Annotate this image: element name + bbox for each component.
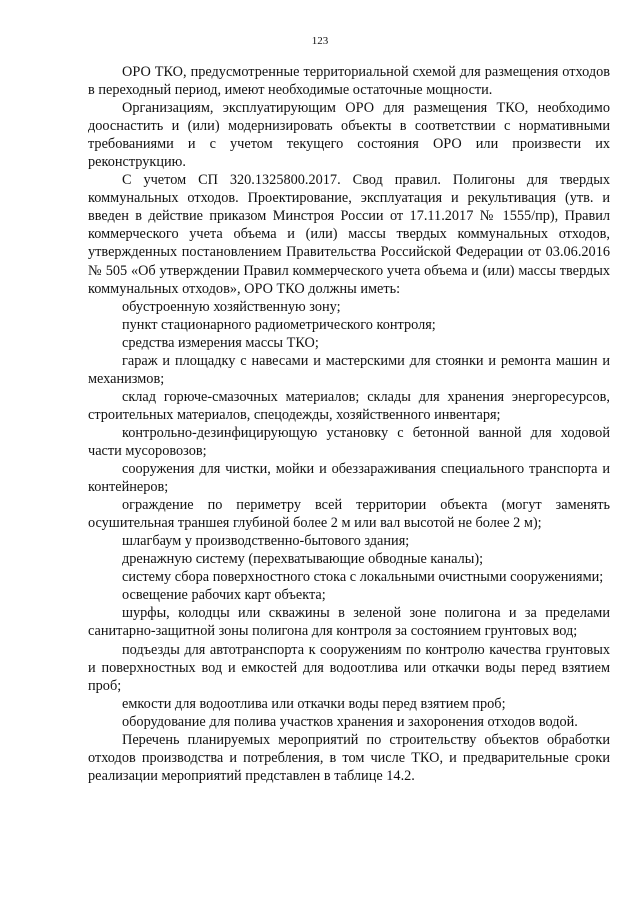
- list-item: освещение рабочих карт объекта;: [122, 587, 326, 604]
- paragraph: С учетом СП 320.1325800.2017. Свод правил. Полигоны для твердых коммунальных отходов. Проектирование, эксплуатация и рекультивация (утв. и введен в действие приказом Минстроя России от 17.11.2017 № 1555/пр), Правил коммерческого учета объема и (или) массы твердых коммунальных отходов, утвержденных постановлением Правительства Российской Федерации от 03.06.2016 № 505 «Об утверждении Правил коммерческого учета объема и (или) массы твердых коммунальных отходов», ОРО ТКО должны иметь:: [88, 172, 610, 297]
- page-body: [88, 63, 610, 785]
- list-item: гараж и площадку с навесами и мастерскими для стоянки и ремонта машин и механизмов;: [88, 352, 610, 387]
- list-item: систему сбора поверхностного стока с локальными очистными сооружениями;: [122, 569, 604, 586]
- list-item: пункт стационарного радиометрического контроля;: [122, 316, 436, 333]
- list-item: средства измерения массы ТКО;: [122, 334, 319, 351]
- list-item: шурфы, колодцы или скважины в зеленой зоне полигона и за пределами санитарно-защитной зоны полигона для контроля за состоянием грунтовых вод;: [88, 605, 610, 640]
- paragraph: Перечень планируемых мероприятий по строительству объектов обработки отходов производства и потребления, в том числе ТКО, и предварительные сроки реализации мероприятий представлен в таблице 14.2.: [88, 731, 610, 784]
- list-item: дренажную систему (перехватывающие обводные каналы);: [122, 551, 484, 568]
- list-item: обустроенную хозяйственную зону;: [122, 298, 341, 315]
- list-item: сооружения для чистки, мойки и обеззараживания специального транспорта и контейнеров;: [88, 461, 610, 496]
- list-item: оборудование для полива участков хранения и захоронения отходов водой.: [122, 713, 578, 730]
- list-item: подъезды для автотранспорта к сооружениям по контролю качества грунтовых и поверхностных вод и емкостей для водоотлива или откачки воды перед взятием проб;: [88, 641, 610, 694]
- page-number: 123: [311, 35, 329, 47]
- list-item: емкости для водоотлива или откачки воды перед взятием проб;: [122, 695, 506, 712]
- paragraph: ОРО ТКО, предусмотренные территориальной схемой для размещения отходов в переходный период, имеют необходимые остаточные мощности.: [88, 64, 610, 99]
- list-item: ограждение по периметру всей территории объекта (могут заменять осушительная траншея глубиной более 2 м или вал высотой не более 2 м);: [88, 497, 610, 532]
- list-item: склад горюче-смазочных материалов; склады для хранения энергоресурсов, строительных материалов, спецодежды, хозяйственного инвентаря;: [88, 388, 610, 423]
- list-item: шлагбаум у производственно-бытового здания;: [122, 533, 410, 550]
- paragraph: Организациям, эксплуатирующим ОРО для размещения ТКО, необходимо дооснастить и (или) модернизировать объекты в соответствии с нормативными требованиями и с учетом текущего состояния ОРО или произвести их реконструкцию.: [88, 100, 610, 171]
- list-item: контрольно-дезинфицирующую установку с бетонной ванной для ходовой части мусоровозов;: [88, 424, 610, 459]
